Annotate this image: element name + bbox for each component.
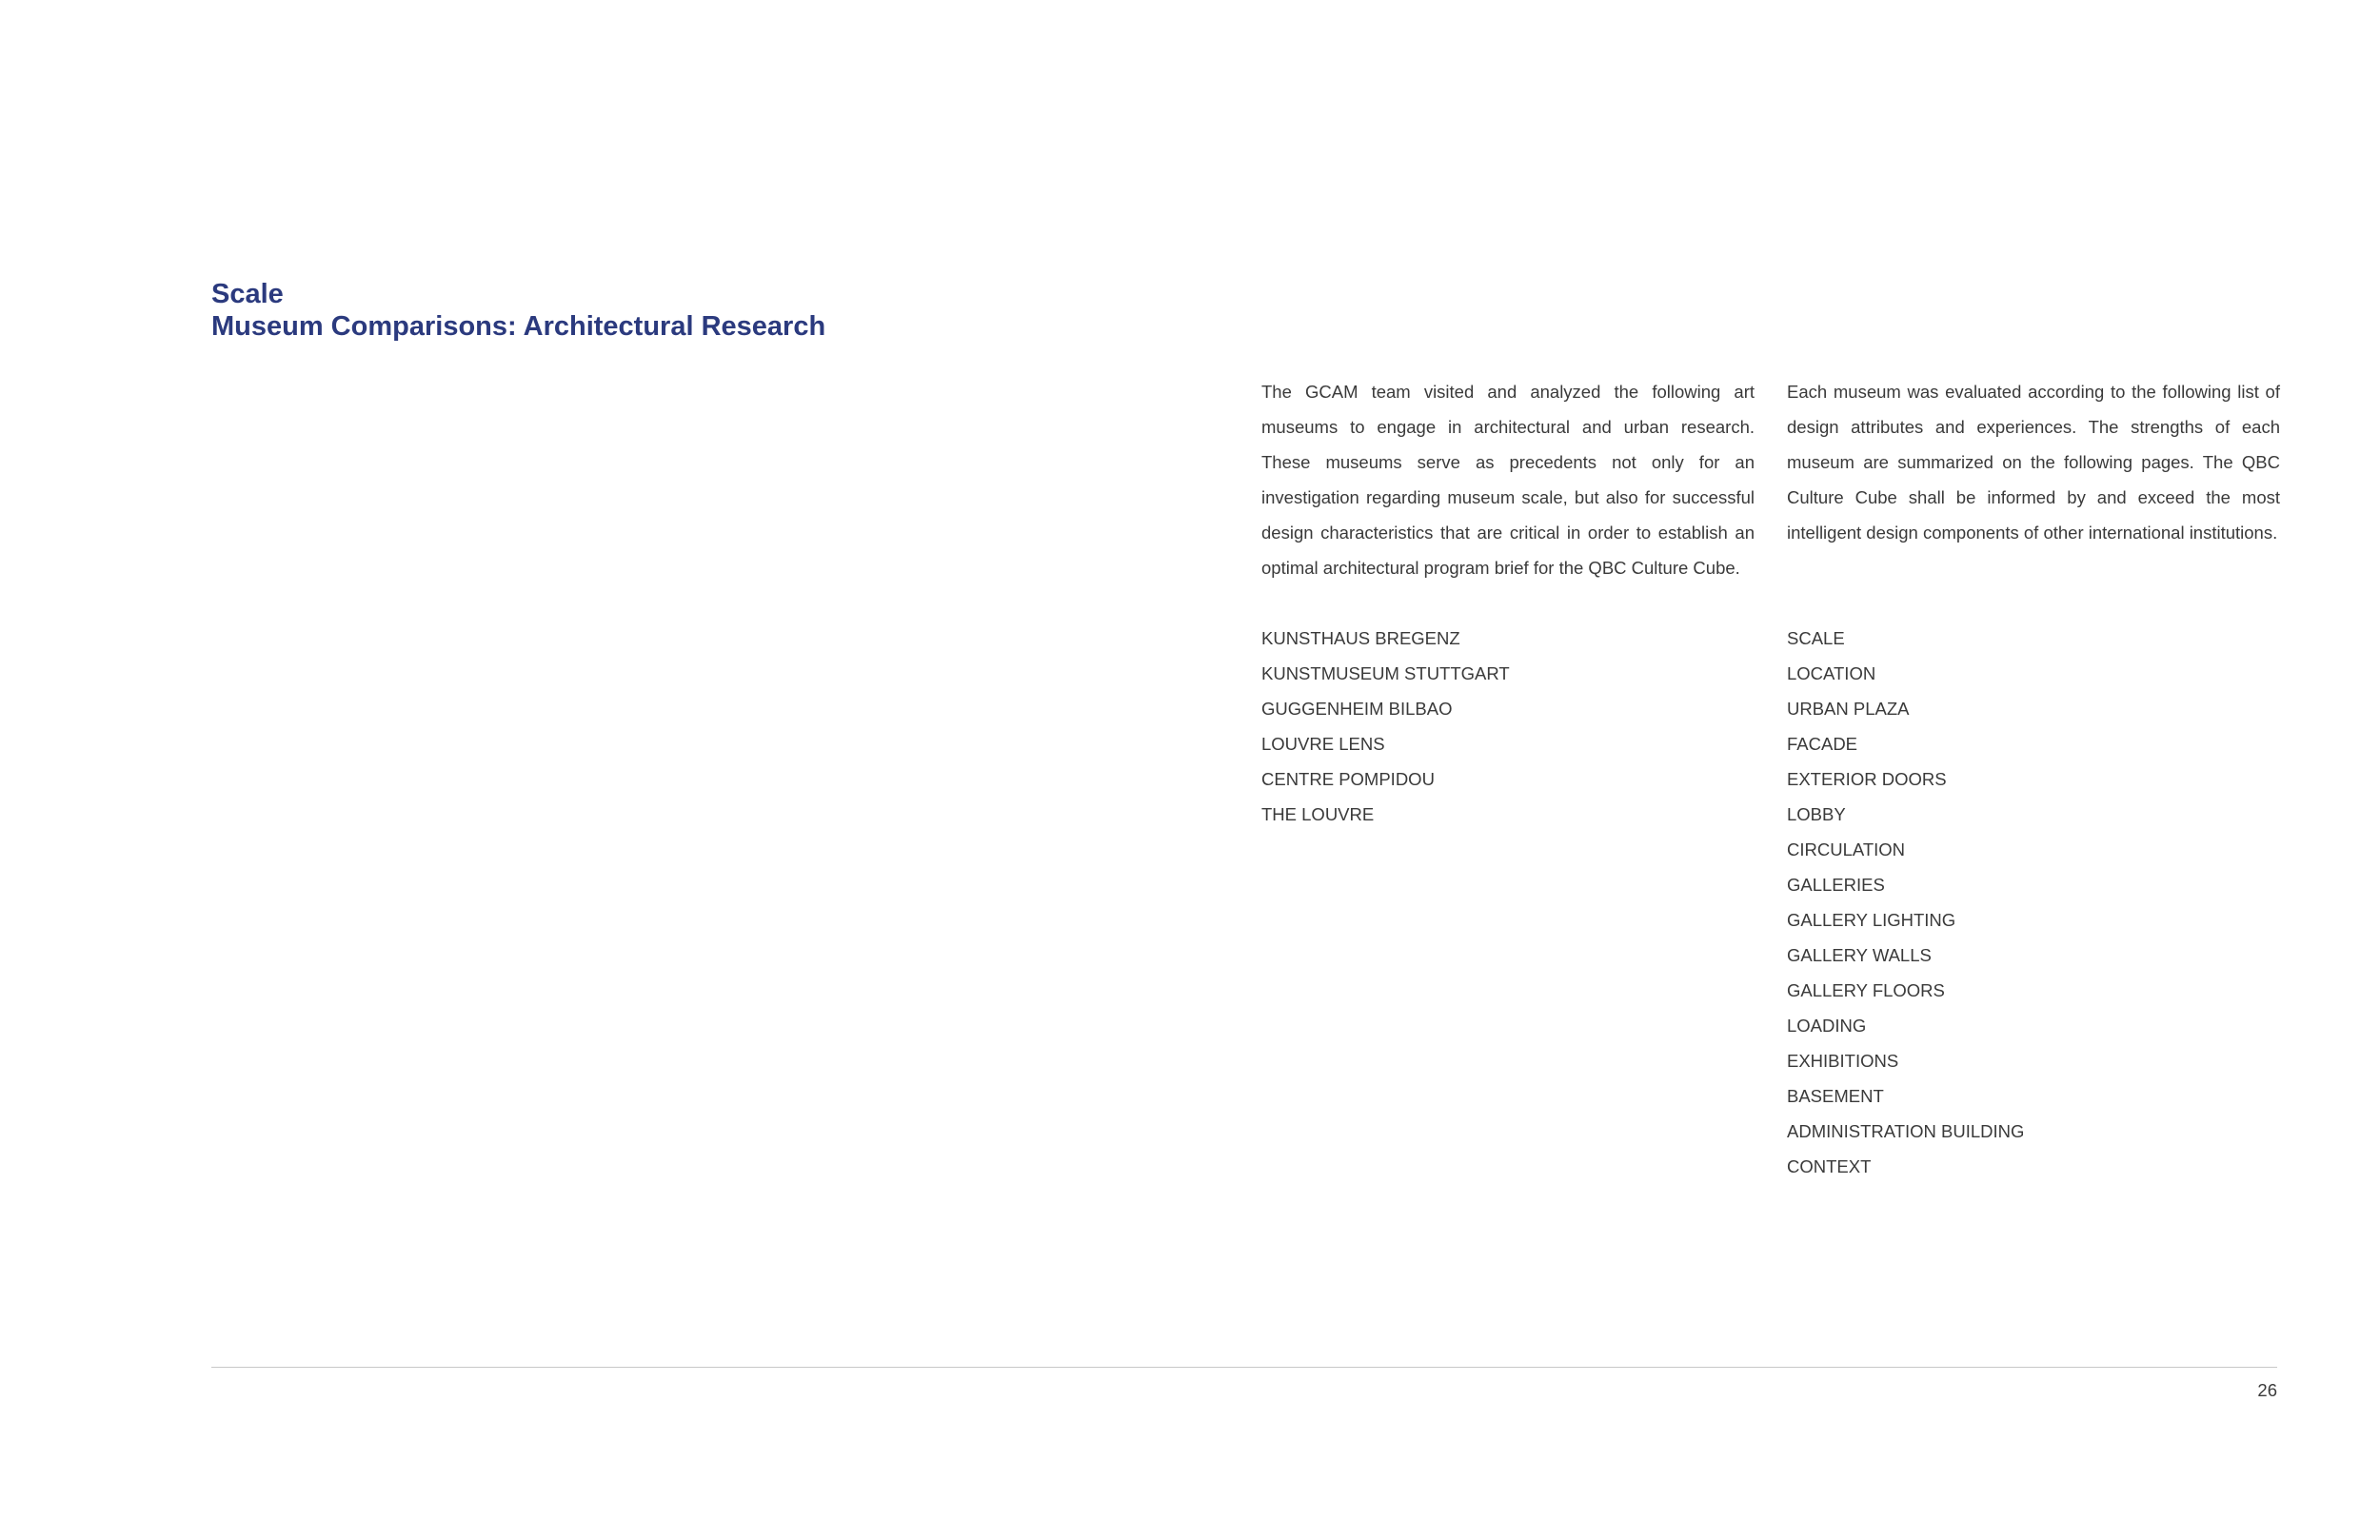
attribute-list-item: LOBBY: [1787, 804, 1846, 824]
museum-list: [1261, 621, 1755, 832]
attribute-list-item: CONTEXT: [1787, 1156, 1872, 1176]
attribute-list-item: ADMINISTRATION BUILDING: [1787, 1121, 2025, 1141]
section-title: Scale: [211, 279, 284, 309]
museum-list-item: CENTRE POMPIDOU: [1261, 769, 1435, 789]
museum-list-item: LOUVRE LENS: [1261, 734, 1385, 754]
attribute-list-item: GALLERIES: [1787, 875, 1885, 895]
attribute-list: [1787, 621, 2280, 1184]
page-number: 26: [2257, 1380, 2277, 1400]
attribute-list-item: BASEMENT: [1787, 1086, 1884, 1106]
page-title: Museum Comparisons: Architectural Research: [211, 311, 826, 342]
attribute-list-item: GALLERY LIGHTING: [1787, 910, 1956, 930]
intro-paragraph-right: Each museum was evaluated according to the following list of design attributes and experiences. The strengths of each museum are summarized on the following pages. The QBC Culture Cube shall be informed by and exceed the most intelligent design components of other international institutions.: [1787, 382, 2280, 543]
attribute-list-item: GALLERY FLOORS: [1787, 980, 1945, 1000]
attribute-list-item: EXTERIOR DOORS: [1787, 769, 1947, 789]
page-heading: [211, 278, 825, 343]
attribute-list-item: SCALE: [1787, 628, 1845, 648]
museum-list-item: GUGGENHEIM BILBAO: [1261, 699, 1453, 719]
museum-list-item: KUNSTHAUS BREGENZ: [1261, 628, 1460, 648]
attribute-list-item: FACADE: [1787, 734, 1858, 754]
attribute-list-item: URBAN PLAZA: [1787, 699, 1910, 719]
attribute-list-item: GALLERY WALLS: [1787, 945, 1932, 965]
museum-list-item: THE LOUVRE: [1261, 804, 1375, 824]
museum-list-item: KUNSTMUSEUM STUTTGART: [1261, 663, 1510, 683]
attribute-list-item: EXHIBITIONS: [1787, 1051, 1899, 1071]
intro-paragraph-left: The GCAM team visited and analyzed the following art museums to engage in architectural and urban research. These museums serve as precedents not only for an investigation regarding museum scale, but also for successful design characteristics that are critical in order to establish an optimal architectural program brief for the QBC Culture Cube.: [1261, 382, 1755, 578]
footer-divider: [211, 1367, 2277, 1368]
attribute-list-item: CIRCULATION: [1787, 839, 1906, 859]
attribute-list-item: LOCATION: [1787, 663, 1876, 683]
attribute-list-item: LOADING: [1787, 1016, 1867, 1036]
